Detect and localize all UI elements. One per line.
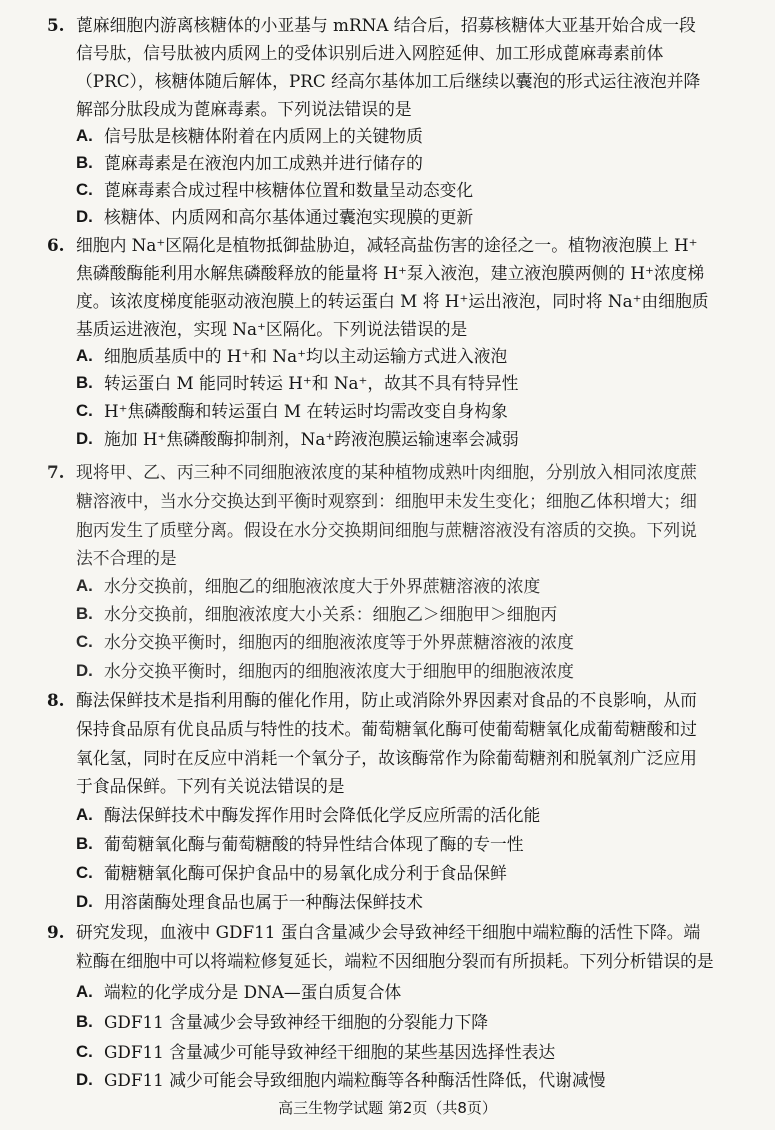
option-text: 葡糖糖氧化酶可保护食品中的易氧化成分利于食品保鲜 <box>104 863 507 883</box>
option-letter: B. <box>76 834 93 853</box>
option-text: H⁺焦磷酸酶和转运蛋白 M 在转运时均需改变自身构象 <box>104 401 508 421</box>
stem-line: 细胞内 Na⁺区隔化是植物抵御盐胁迫，减轻高盐伤害的途径之一。植物液泡膜上 H⁺ <box>76 235 698 255</box>
option-text: 水分交换平衡时，细胞丙的细胞液浓度等于外界蔗糖溶液的浓度 <box>104 632 574 652</box>
option-text: GDF11 含量减少可能导致神经干细胞的某些基因选择性表达 <box>104 1042 556 1062</box>
stem-line: （PRC），核糖体随后解体，PRC 经高尔基体加工后继续以囊泡的形式运往液泡并降 <box>76 71 701 91</box>
option-letter: C. <box>76 180 93 199</box>
option-letter: A. <box>76 126 93 145</box>
option-letter: B. <box>76 373 93 392</box>
option-text: 转运蛋白 M 能同时转运 H⁺和 Na⁺，故其不具有特异性 <box>104 373 519 393</box>
option-letter: A. <box>76 982 93 1001</box>
option-letter: D. <box>76 1070 93 1089</box>
option-letter: C. <box>76 401 93 420</box>
stem-line: 氧化氢，同时在反应中消耗一个氧分子，故该酶常作为除葡萄糖剂和脱氧剂广泛应用 <box>76 748 697 768</box>
stem-line: 胞丙发生了质壁分离。假设在水分交换期间细胞与蔗糖溶液没有溶质的交换。下列说 <box>76 520 697 540</box>
option-letter: D. <box>76 661 93 680</box>
question-number: 5. <box>47 15 65 35</box>
question-number: 9. <box>47 922 65 942</box>
option-letter: C. <box>76 632 93 651</box>
option-text: 蓖麻毒素是在液泡内加工成熟并进行储存的 <box>104 153 423 173</box>
option-text: 施加 H⁺焦磷酸酶抑制剂，Na⁺跨液泡膜运输速率会减弱 <box>104 429 519 449</box>
option-text: 细胞质基质中的 H⁺和 Na⁺均以主动运输方式进入液泡 <box>104 346 508 366</box>
stem-line: 信号肽，信号肽被内质网上的受体识别后进入网腔延伸、加工形成蓖麻毒素前体 <box>76 43 664 63</box>
page-footer: 高三生物学试题 第2页（共8页） <box>278 1099 497 1117</box>
stem-line: 研究发现，血液中 GDF11 蛋白含量减少会导致神经干细胞中端粒酶的活性下降。端 <box>76 922 701 942</box>
stem-line: 焦磷酸酶能利用水解焦磷酸释放的能量将 H⁺泵入液泡，建立液泡膜两侧的 H⁺浓度梯 <box>76 263 705 283</box>
option-text: 葡萄糖氧化酶与葡萄糖酸的特异性结合体现了酶的专一性 <box>104 834 524 854</box>
stem-line: 糖溶液中，当水分交换达到平衡时观察到：细胞甲未发生变化；细胞乙体积增大；细 <box>76 491 697 511</box>
option-text: 蓖麻毒素合成过程中核糖体位置和数量呈动态变化 <box>104 180 474 200</box>
option-letter: B. <box>76 1012 93 1031</box>
stem-line: 法不合理的是 <box>76 548 177 568</box>
stem-line: 现将甲、乙、丙三种不同细胞液浓度的某种植物成熟叶肉细胞，分别放入相同浓度蔗 <box>76 462 697 482</box>
option-text: 用溶菌酶处理食品也属于一种酶法保鲜技术 <box>104 892 423 912</box>
option-text: GDF11 减少可能会导致细胞内端粒酶等各种酶活性降低，代谢减慢 <box>104 1070 606 1090</box>
option-letter: A. <box>76 346 93 365</box>
option-letter: D. <box>76 207 93 226</box>
stem-line: 粒酶在细胞中可以将端粒修复延长，端粒不因细胞分裂而有所损耗。下列分析错误的是 <box>76 951 714 971</box>
question-number: 7. <box>47 462 65 482</box>
option-text: 端粒的化学成分是 DNA—蛋白质复合体 <box>104 982 402 1002</box>
stem-line: 蓖麻细胞内游离核糖体的小亚基与 mRNA 结合后，招募核糖体大亚基开始合成一段 <box>76 15 696 35</box>
stem-line: 保持食品原有优良品质与特性的技术。葡萄糖氧化酶可使葡萄糖氧化成葡萄糖酸和过 <box>76 719 697 739</box>
stem-line: 基质运进液泡，实现 Na⁺区隔化。下列说法错误的是 <box>76 319 468 339</box>
option-text: GDF11 含量减少会导致神经干细胞的分裂能力下降 <box>104 1012 489 1032</box>
option-text: 信号肽是核糖体附着在内质网上的关键物质 <box>104 126 423 146</box>
option-text: 核糖体、内质网和高尔基体通过囊泡实现膜的更新 <box>104 207 474 227</box>
option-letter: B. <box>76 604 93 623</box>
stem-line: 酶法保鲜技术是指利用酶的催化作用，防止或消除外界因素对食品的不良影响，从而 <box>76 690 697 710</box>
stem-line: 解部分肽段成为蓖麻毒素。下列说法错误的是 <box>76 99 412 119</box>
option-text: 水分交换前，细胞乙的细胞液浓度大于外界蔗糖溶液的浓度 <box>104 576 541 596</box>
option-letter: D. <box>76 892 93 911</box>
option-letter: D. <box>76 429 93 448</box>
option-letter: A. <box>76 805 93 824</box>
question-number: 6. <box>47 235 65 255</box>
option-letter: B. <box>76 153 93 172</box>
option-letter: C. <box>76 1042 93 1061</box>
option-letter: C. <box>76 863 93 882</box>
option-text: 酶法保鲜技术中酶发挥作用时会降低化学反应所需的活化能 <box>104 805 541 825</box>
stem-line: 度。该浓度梯度能驱动液泡膜上的转运蛋白 M 将 H⁺运出液泡，同时将 Na⁺由细胞质 <box>76 291 709 311</box>
option-letter: A. <box>76 576 93 595</box>
option-text: 水分交换前，细胞液浓度大小关系：细胞乙＞细胞甲＞细胞丙 <box>104 604 558 624</box>
option-text: 水分交换平衡时，细胞丙的细胞液浓度大于细胞甲的细胞液浓度 <box>104 661 574 681</box>
question-number: 8. <box>47 690 65 710</box>
stem-line: 于食品保鲜。下列有关说法错误的是 <box>76 776 345 796</box>
